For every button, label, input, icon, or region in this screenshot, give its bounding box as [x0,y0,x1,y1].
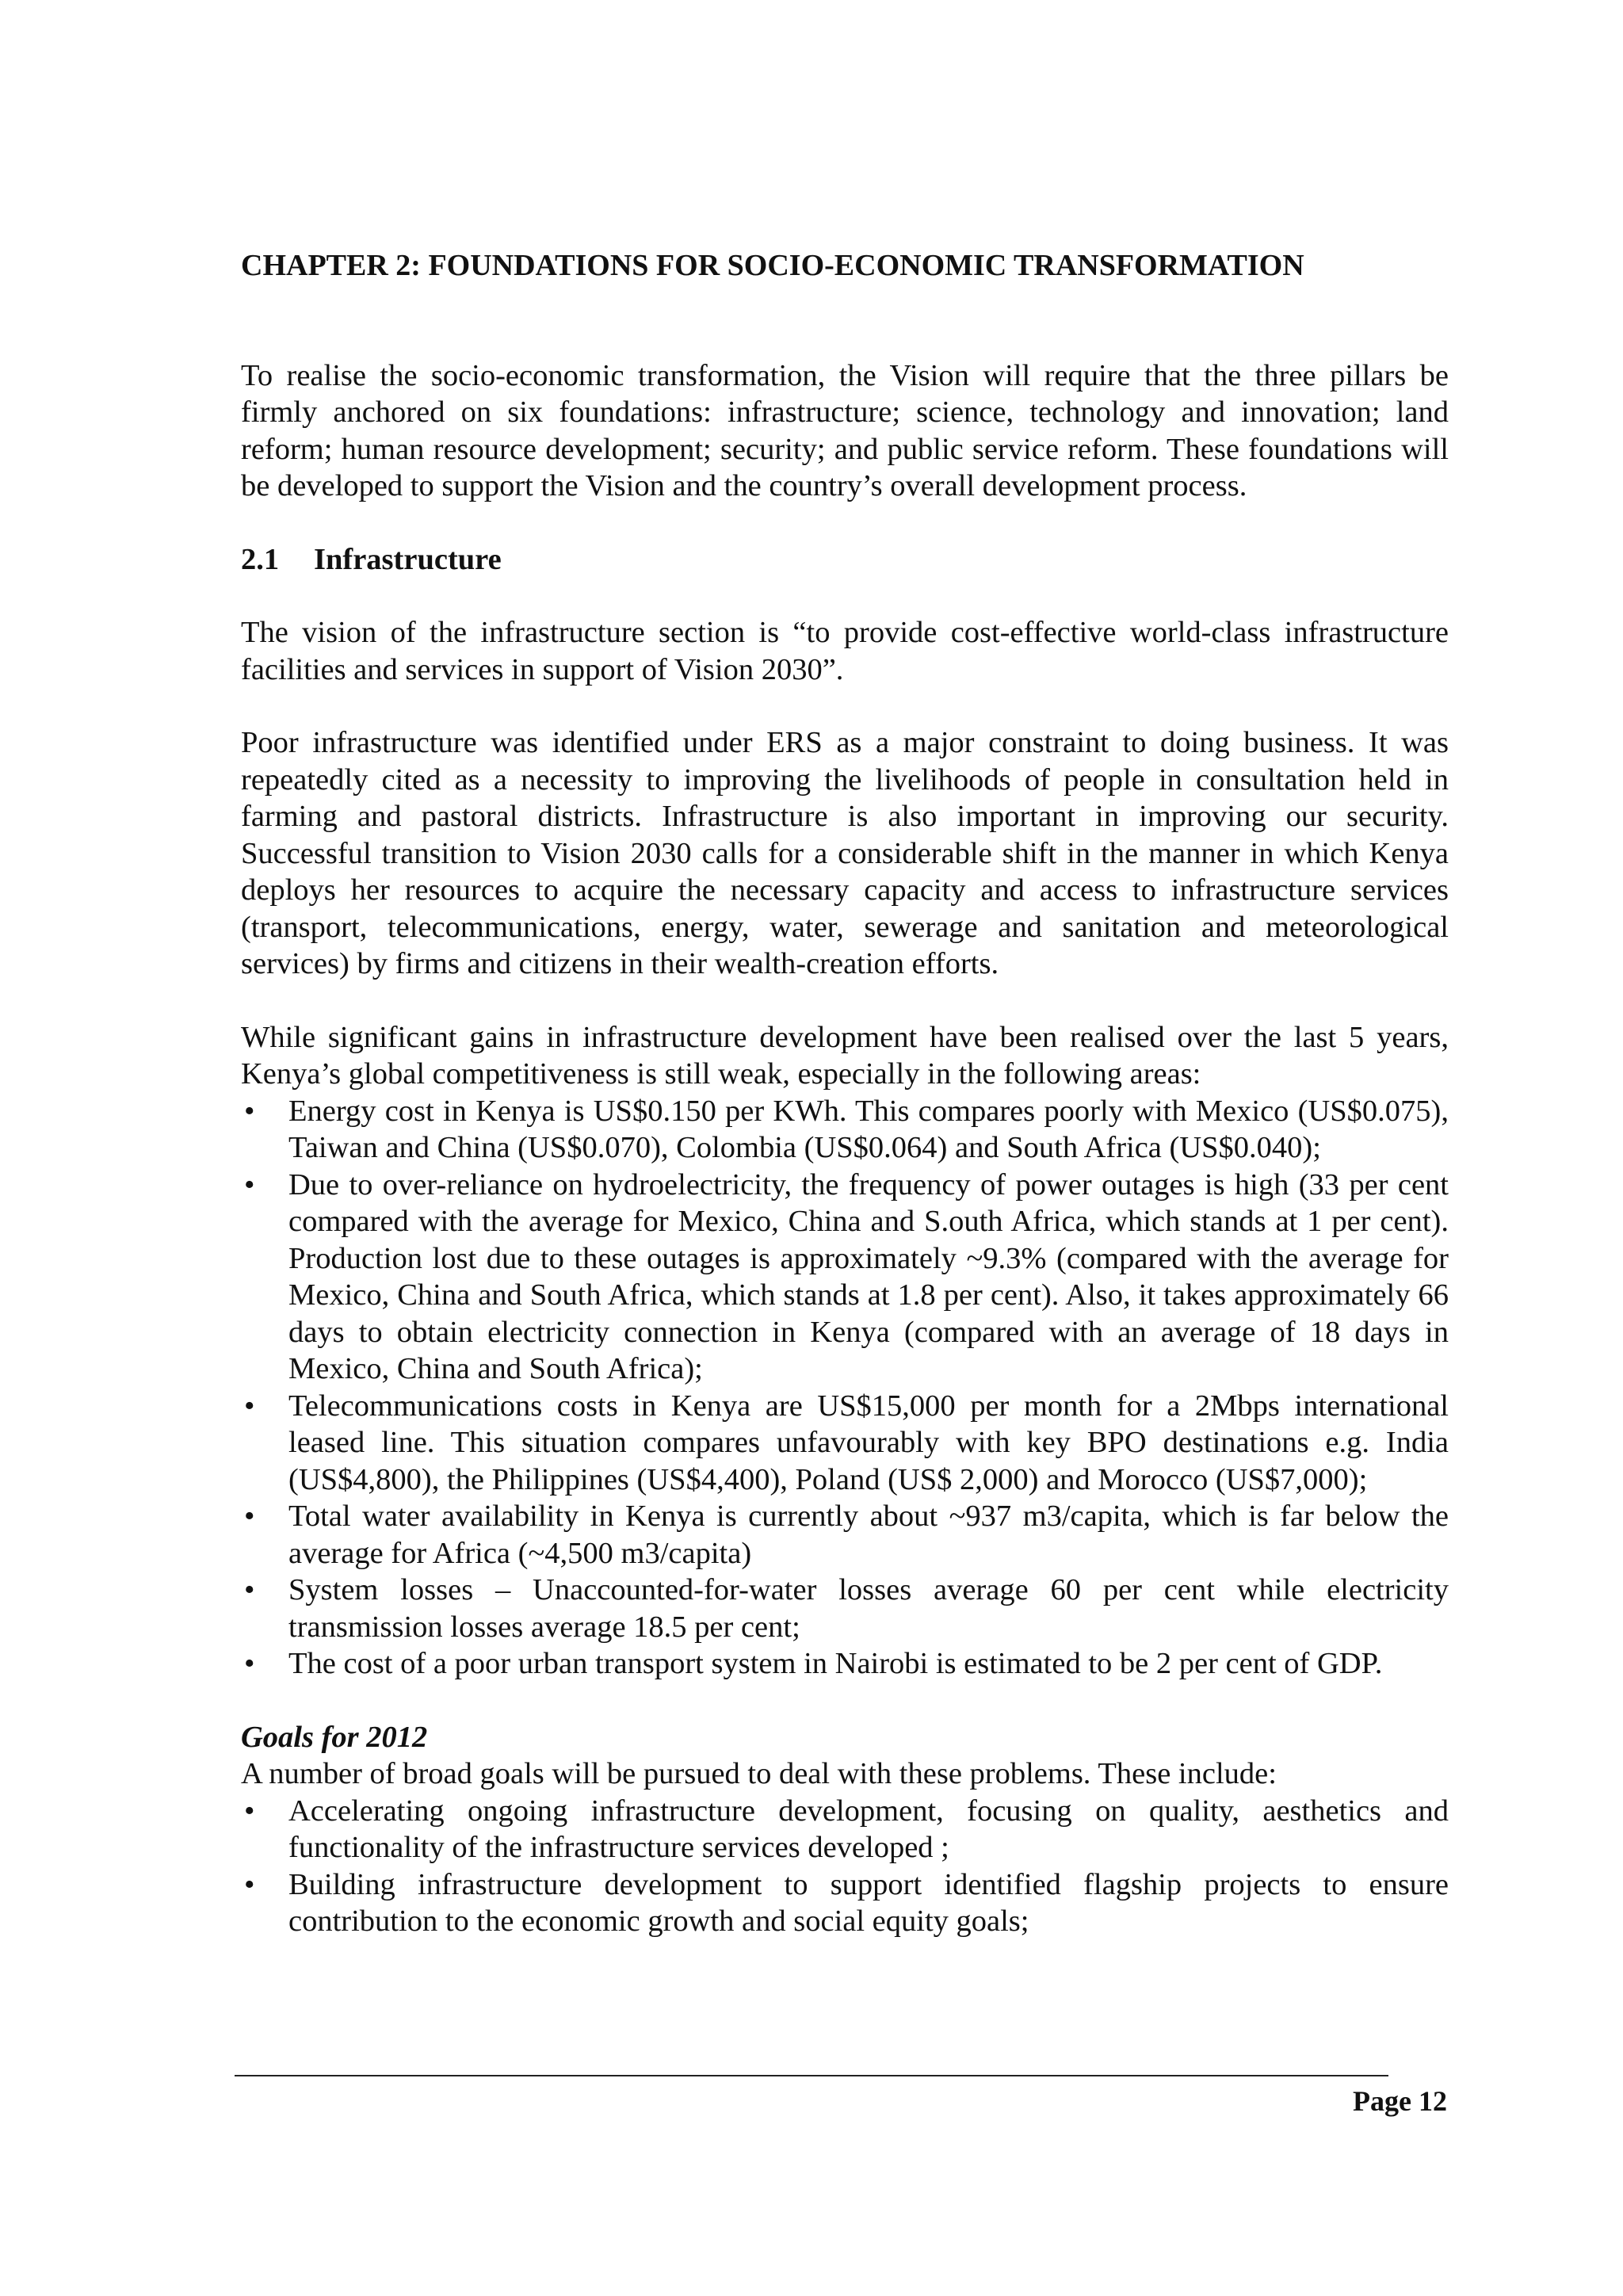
page-number: Page 12 [1353,2085,1447,2117]
footer-divider [235,2075,1388,2076]
weak-areas-list [241,1093,1449,1683]
list-item: • Energy cost in Kenya is US$0.150 per KWh. This compares poorly with Mexico (US$0.075), Taiwan and China (US$0.070), Colombia (US$0.064) and South Africa (US$0.040); [241,1093,1449,1167]
gains-lead-paragraph: While significant gains in infrastructure development have been realised over the last 5 years, Kenya’s global competitiveness is still weak, especially in the following areas: [241,1020,1449,1091]
section-number: 2.1 [241,542,280,576]
list-item: • The cost of a poor urban transport system in Nairobi is estimated to be 2 per cent of GDP. [241,1645,1449,1683]
list-item: • System losses – Unaccounted-for-water losses average 60 per cent while electricity transmission losses average 18.5 per cent; [241,1572,1449,1645]
goals-list [241,1793,1449,1940]
page-content [241,247,1449,1977]
list-item: • Total water availability in Kenya is currently about ~937 m3/capita, which is far below the average for Africa (~4,500 m3/capita) [241,1498,1449,1572]
section-title: Infrastructure [314,542,502,576]
list-item: • Building infrastructure development to support identified flagship projects to ensure contribution to the economic growth and social equity goals; [241,1866,1449,1940]
list-item: • Telecommunications costs in Kenya are US$15,000 per month for a 2Mbps international leased line. This situation compares unfavourably with key BPO destinations e.g. India (US$4,800), the Philippines (US$4,400), Poland (US$ 2,000) and Morocco (US$7,000); [241,1388,1449,1499]
goals-lead-paragraph: A number of broad goals will be pursued to deal with these problems. These include: [241,1757,1277,1790]
list-item: • Due to over-reliance on hydroelectricity, the frequency of power outages is high (33 per cent compared with the average for Mexico, China and S.outh Africa, which stands at 1 per cent). Production lost due to these outages is approximately ~9.3% (compared with the average for Mexico, China and South Africa, which stands at 1.8 per cent). Also, it takes approximately 66 days to obtain electricity connection in Kenya (compared with an average of 18 days in Mexico, China and South Africa); [241,1167,1449,1388]
vision-paragraph: The vision of the infrastructure section is “to provide cost-effective world-class infrastructure facilities and services in support of Vision 2030”. [241,616,1449,686]
intro-paragraph: To realise the socio-economic transformation, the Vision will require that the three pillars be firmly anchored on six foundations: infrastructure; science, technology and innovation; land reform; human resource development; security; and public service reform. These foundations will be developed to support the Vision and the country’s overall development process. [241,358,1449,502]
section-heading [241,541,1449,579]
chapter-title: CHAPTER 2: FOUNDATIONS FOR SOCIO-ECONOMIC TRANSFORMATION [241,249,1304,282]
context-paragraph: Poor infrastructure was identified under ERS as a major constraint to doing business. It was repeatedly cited as a necessity to improving the livelihoods of people in consultation held in farming and pastoral districts. Infrastructure is also important in improving our security. Successful transition to Vision 2030 calls for a considerable shift in the manner in which Kenya deploys her resources to acquire the necessary capacity and access to infrastructure services (transport, telecommunications, energy, water, sewerage and sanitation and meteorological services) by firms and citizens in their wealth-creation efforts. [241,726,1449,980]
list-item: • Accelerating ongoing infrastructure development, focusing on quality, aesthetics and functionality of the infrastructure services developed ; [241,1793,1449,1866]
goals-heading: Goals for 2012 [241,1720,428,1754]
